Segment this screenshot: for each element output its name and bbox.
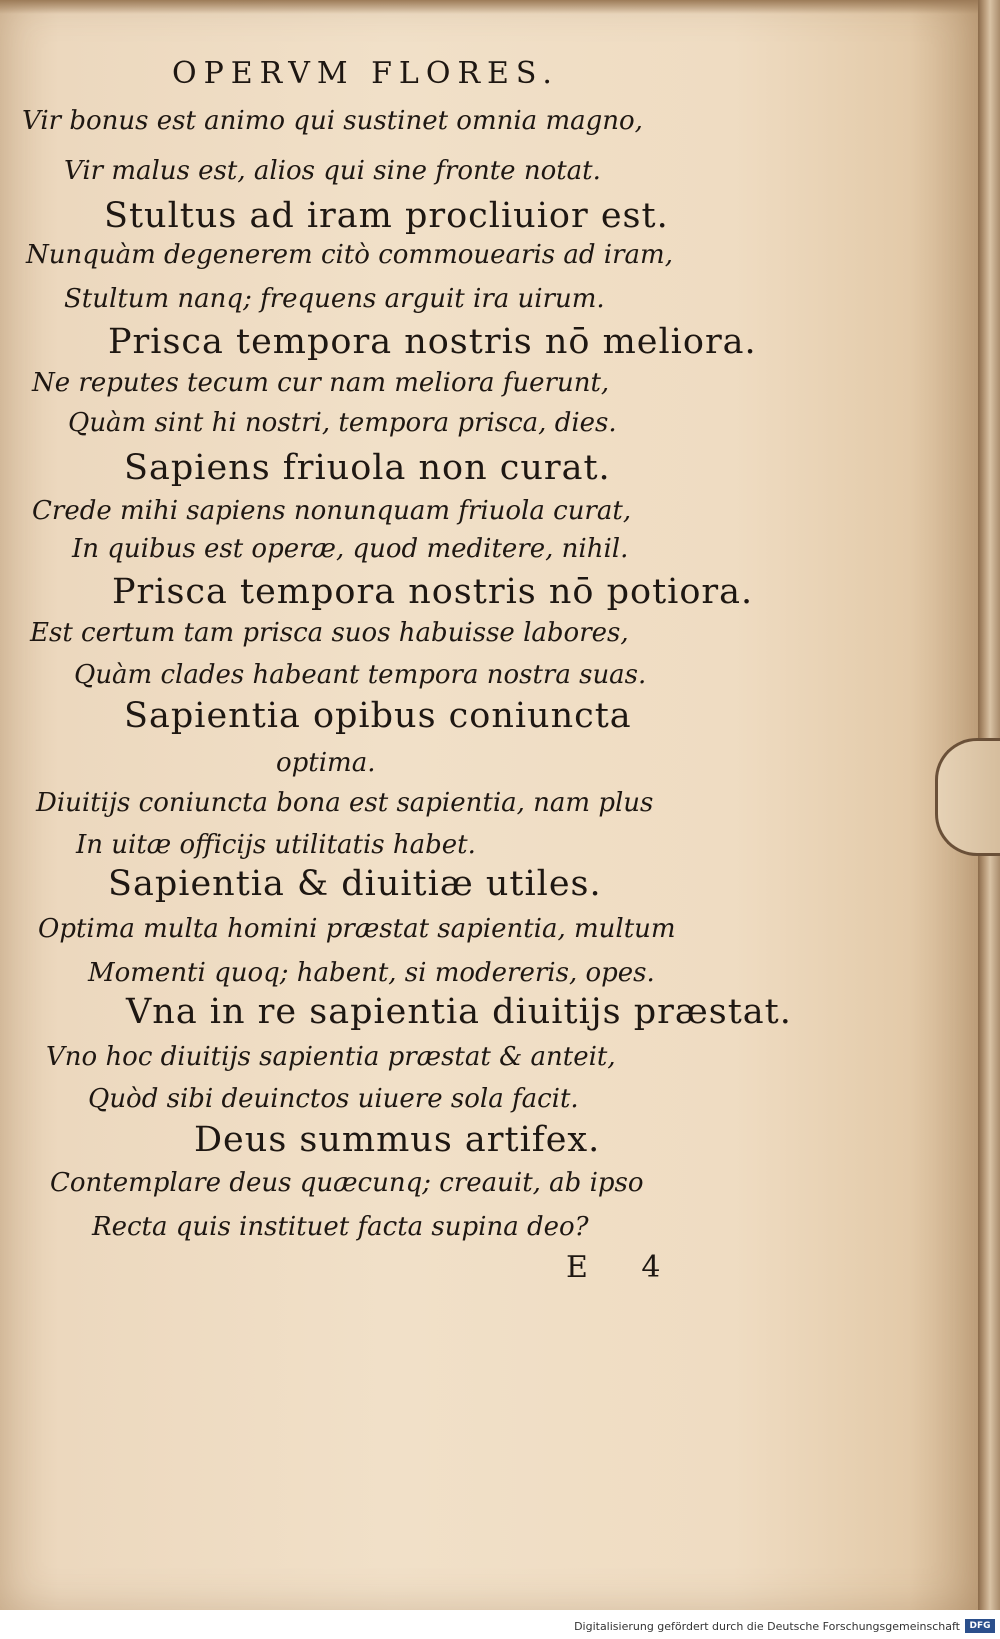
- text-line: Quàm clades habeant tempora nostra suas.: [74, 660, 647, 690]
- section-heading: Deus summus artifex.: [194, 1120, 601, 1160]
- text-line: Contemplare deus quæcunq; creauit, ab ipso: [50, 1168, 644, 1198]
- text-line: optima.: [276, 748, 376, 778]
- dfg-logo: DFG: [965, 1619, 995, 1633]
- text-line: Vir bonus est animo qui sustinet omnia magno,: [22, 106, 643, 136]
- section-heading: Sapientia opibus coniuncta: [124, 696, 632, 736]
- text-line: Optima multa homini præstat sapientia, multum: [38, 914, 676, 944]
- text-line: Diuitijs coniuncta bona est sapientia, nam plus: [36, 788, 654, 818]
- text-line: Quàm sint hi nostri, tempora prisca, dies.: [68, 408, 617, 438]
- text-line: In uitæ officijs utilitatis habet.: [76, 830, 476, 860]
- text-line: Vno hoc diuitijs sapientia præstat & anteit,: [46, 1042, 616, 1072]
- section-heading: Stultus ad iram procliuior est.: [104, 196, 669, 236]
- text-line: Est certum tam prisca suos habuisse labores,: [30, 618, 629, 648]
- text-line: Ne reputes tecum cur nam meliora fuerunt,: [32, 368, 610, 398]
- section-heading: Prisca tempora nostris nō meliora.: [108, 322, 757, 362]
- text-line: Quòd sibi deuinctos uiuere sola facit.: [88, 1084, 579, 1114]
- text-line: Momenti quoq; habent, si modereris, opes.: [88, 958, 655, 988]
- text-line: Stultum nanq; frequens arguit ira uirum.: [64, 284, 605, 314]
- section-heading: Vna in re sapientia diuitijs præstat.: [126, 992, 792, 1032]
- section-heading: Sapiens friuola non curat.: [124, 448, 611, 488]
- section-heading: Sapientia & diuitiæ utiles.: [108, 864, 602, 904]
- page-clip: [935, 738, 1000, 856]
- funding-credit: Digitalisierung gefördert durch die Deutsche Forschungsgemeinschaft: [574, 1620, 960, 1633]
- text-line: Nunquàm degenerem citò commouearis ad iram,: [26, 240, 673, 270]
- running-head: OPERVM FLORES.: [172, 56, 559, 91]
- signature-mark: E 4: [566, 1250, 683, 1285]
- text-line: Crede mihi sapiens nonunquam friuola curat,: [32, 496, 632, 526]
- section-heading: Prisca tempora nostris nō potiora.: [112, 572, 754, 612]
- text-line: Recta quis instituet facta supina deo?: [92, 1212, 589, 1242]
- text-line: Vir malus est, alios qui sine fronte notat.: [64, 156, 601, 186]
- text-line: In quibus est operæ, quod meditere, nihil.: [72, 534, 629, 564]
- page-top-shadow: [0, 0, 978, 14]
